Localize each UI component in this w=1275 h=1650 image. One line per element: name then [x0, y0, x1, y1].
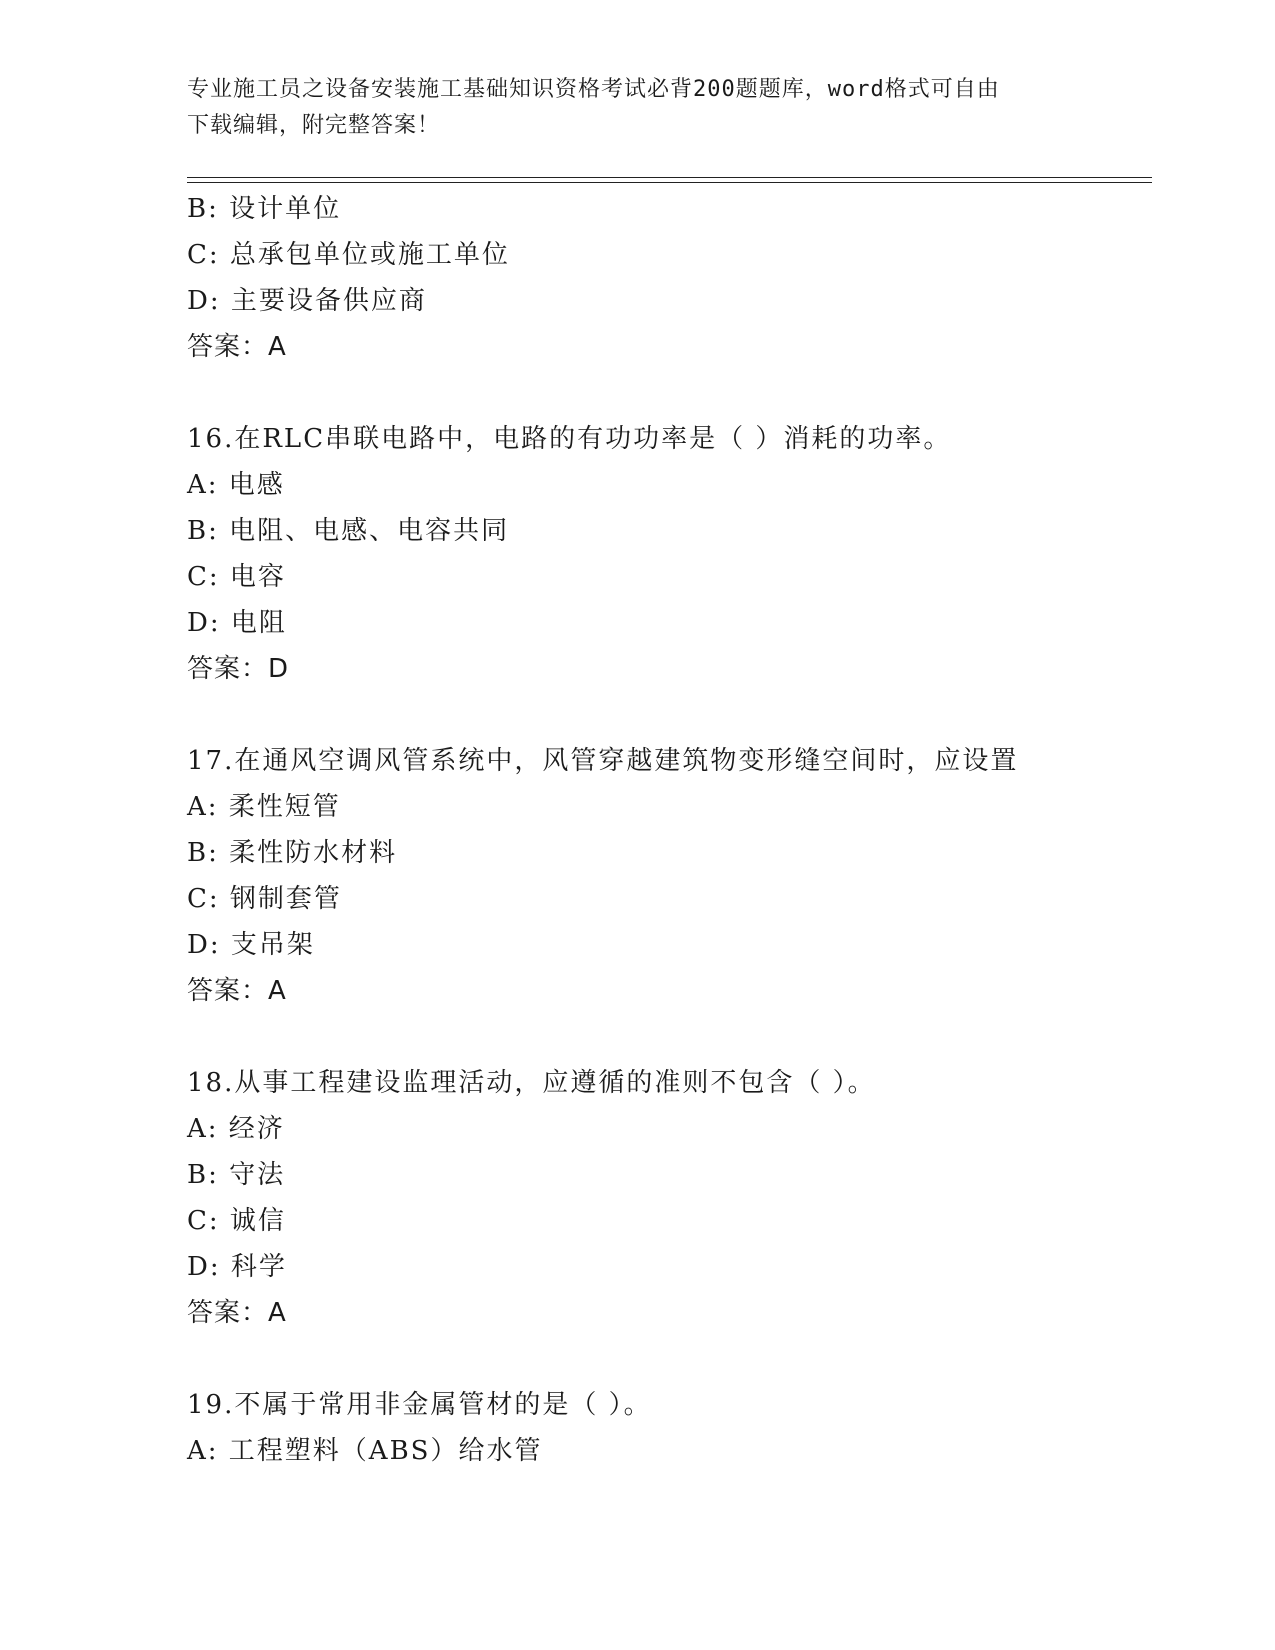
- option-b: B: 设计单位: [187, 194, 342, 224]
- option-b: B: 柔性防水材料: [187, 838, 398, 868]
- question-16: [187, 416, 1147, 692]
- question-list: [187, 186, 1147, 1474]
- question-partial: [187, 186, 1147, 370]
- header-line-2: 下载编辑，附完整答案！: [187, 113, 441, 138]
- question-18: [187, 1060, 1147, 1336]
- question-17: [187, 738, 1147, 1014]
- answer-line: 答案：D: [187, 654, 290, 684]
- question-19: [187, 1382, 1147, 1474]
- option-b: B: 电阻、电感、电容共同: [187, 516, 510, 546]
- answer-line: 答案：A: [187, 332, 287, 362]
- option-d: D: 科学: [187, 1252, 287, 1282]
- option-d: D: 支吊架: [187, 930, 315, 960]
- option-c: C: 钢制套管: [187, 884, 342, 914]
- header-divider-top: [187, 177, 1152, 178]
- option-a: A: 柔性短管: [187, 792, 341, 822]
- question-stem: 16.在RLC串联电路中，电路的有功功率是（ ）消耗的功率。: [187, 424, 952, 454]
- option-a: A: 电感: [187, 470, 285, 500]
- option-b: B: 守法: [187, 1160, 286, 1190]
- answer-line: 答案：A: [187, 1298, 287, 1328]
- document-header: [187, 72, 1067, 144]
- header-divider-bottom: [187, 182, 1152, 183]
- question-stem: 19.不属于常用非金属管材的是（ ）。: [187, 1390, 652, 1420]
- option-c: C: 诚信: [187, 1206, 286, 1236]
- question-stem: 18.从事工程建设监理活动，应遵循的准则不包含（ ）。: [187, 1068, 876, 1098]
- question-stem: 17.在通风空调风管系统中，风管穿越建筑物变形缝空间时，应设置: [187, 746, 1019, 776]
- option-c: C: 电容: [187, 562, 286, 592]
- header-line-1: 专业施工员之设备安装施工基础知识资格考试必背200题题库，word格式可自由: [187, 77, 1000, 102]
- option-d: D: 电阻: [187, 608, 287, 638]
- option-a: A: 工程塑料（ABS）给水管: [187, 1436, 543, 1466]
- answer-line: 答案：A: [187, 976, 287, 1006]
- option-a: A: 经济: [187, 1114, 285, 1144]
- option-c: C: 总承包单位或施工单位: [187, 240, 510, 270]
- option-d: D: 主要设备供应商: [187, 286, 427, 316]
